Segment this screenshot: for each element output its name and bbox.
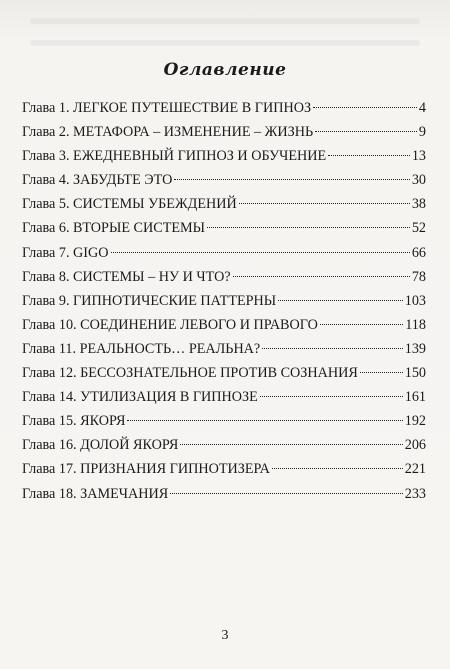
toc-entry-title: Глава 1. ЛЕГКОЕ ПУТЕШЕСТВИЕ В ГИПНОЗ	[22, 100, 312, 116]
dot-leader	[360, 372, 403, 373]
toc-entry-page: 118	[405, 316, 426, 333]
toc-entry	[22, 413, 426, 437]
dot-leader	[207, 227, 410, 228]
toc-entry-page: 233	[404, 485, 426, 502]
toc-entry-page: 30	[411, 172, 426, 189]
toc-entry-title: Глава 18. ЗАМЕЧАНИЯ	[22, 485, 169, 502]
page-number: 3	[221, 628, 229, 643]
toc-entry-title: Глава 12. БЕССОЗНАТЕЛЬНОЕ ПРОТИВ СОЗНАНИЯ	[22, 365, 358, 382]
toc-entry-title: Глава 3. ЕЖЕДНЕВНЫЙ ГИПНОЗ И ОБУЧЕНИЕ	[22, 148, 327, 165]
toc-entry-page: 78	[411, 268, 426, 285]
bleed-through-line	[30, 40, 420, 46]
toc-entry-page: 139	[404, 340, 426, 357]
dot-leader	[170, 493, 403, 494]
toc-entry-title: Глава 6. ВТОРЫЕ СИСТЕМЫ	[22, 220, 206, 237]
dot-leader	[315, 131, 417, 132]
dot-leader	[320, 324, 403, 325]
toc-entry	[22, 100, 426, 124]
dot-leader	[328, 155, 410, 156]
toc-entry-title: Глава 16. ДОЛОЙ ЯКОРЯ	[22, 437, 179, 454]
dot-leader	[272, 468, 403, 469]
toc-entry-title: Глава 7. GIGO	[22, 244, 109, 261]
toc-entry	[22, 293, 426, 317]
toc-entry-page: 4	[418, 100, 426, 116]
toc-entry	[22, 389, 426, 413]
toc-entry	[22, 461, 426, 485]
toc-entry-title: Глава 2. МЕТАФОРА – ИЗМЕНЕНИЕ – ЖИЗНЬ	[22, 124, 314, 141]
toc-entry-title: Глава 10. СОЕДИНЕНИЕ ЛЕВОГО И ПРАВОГО	[22, 316, 318, 333]
toc-entry-page: 13	[411, 148, 426, 165]
dot-leader	[180, 444, 402, 445]
dot-leader	[260, 396, 403, 397]
toc-entry	[22, 437, 426, 461]
toc-entry-title: Глава 4. ЗАБУДЬТЕ ЭТО	[22, 172, 173, 189]
bleed-through-line	[30, 18, 420, 24]
dot-leader	[111, 252, 410, 253]
toc-entry	[22, 196, 426, 220]
toc-entry	[22, 486, 426, 510]
dot-leader	[233, 276, 410, 277]
toc-entry-title: Глава 11. РЕАЛЬНОСТЬ… РЕАЛЬНА?	[22, 340, 261, 357]
toc-entry-page: 161	[404, 389, 426, 406]
toc-entry	[22, 365, 426, 389]
toc-entry	[22, 317, 426, 341]
toc-entry-page: 206	[404, 437, 426, 454]
toc-entry-title: Глава 14. УТИЛИЗАЦИЯ В ГИПНОЗЕ	[22, 389, 258, 406]
toc-entry-title: Глава 9. ГИПНОТИЧЕСКИЕ ПАТТЕРНЫ	[22, 292, 277, 309]
toc-entry	[22, 341, 426, 365]
table-of-contents	[22, 100, 426, 510]
toc-entry	[22, 148, 426, 172]
toc-entry-page: 192	[404, 413, 426, 430]
toc-entry-title: Глава 5. СИСТЕМЫ УБЕЖДЕНИЙ	[22, 196, 237, 213]
page-title: Оглавление	[163, 60, 287, 80]
toc-entry	[22, 269, 426, 293]
dot-leader	[278, 300, 403, 301]
dot-leader	[239, 203, 410, 204]
toc-entry	[22, 124, 426, 148]
toc-entry-title: Глава 17. ПРИЗНАНИЯ ГИПНОТИЗЕРА	[22, 461, 270, 478]
dot-leader	[127, 420, 402, 421]
dot-leader	[174, 179, 409, 180]
toc-entry	[22, 220, 426, 244]
toc-entry-title: Глава 8. СИСТЕМЫ – НУ И ЧТО?	[22, 268, 231, 285]
toc-entry-page: 66	[411, 244, 426, 261]
toc-entry	[22, 172, 426, 196]
toc-entry	[22, 245, 426, 269]
dot-leader	[313, 107, 417, 108]
toc-entry-title: Глава 15. ЯКОРЯ	[22, 413, 126, 430]
toc-entry-page: 38	[411, 196, 426, 213]
dot-leader	[262, 348, 402, 349]
toc-entry-page: 103	[404, 292, 426, 309]
toc-entry-page: 52	[411, 220, 426, 237]
toc-entry-page: 9	[418, 124, 426, 141]
toc-entry-page: 221	[404, 461, 426, 478]
toc-entry-page: 150	[404, 365, 426, 382]
